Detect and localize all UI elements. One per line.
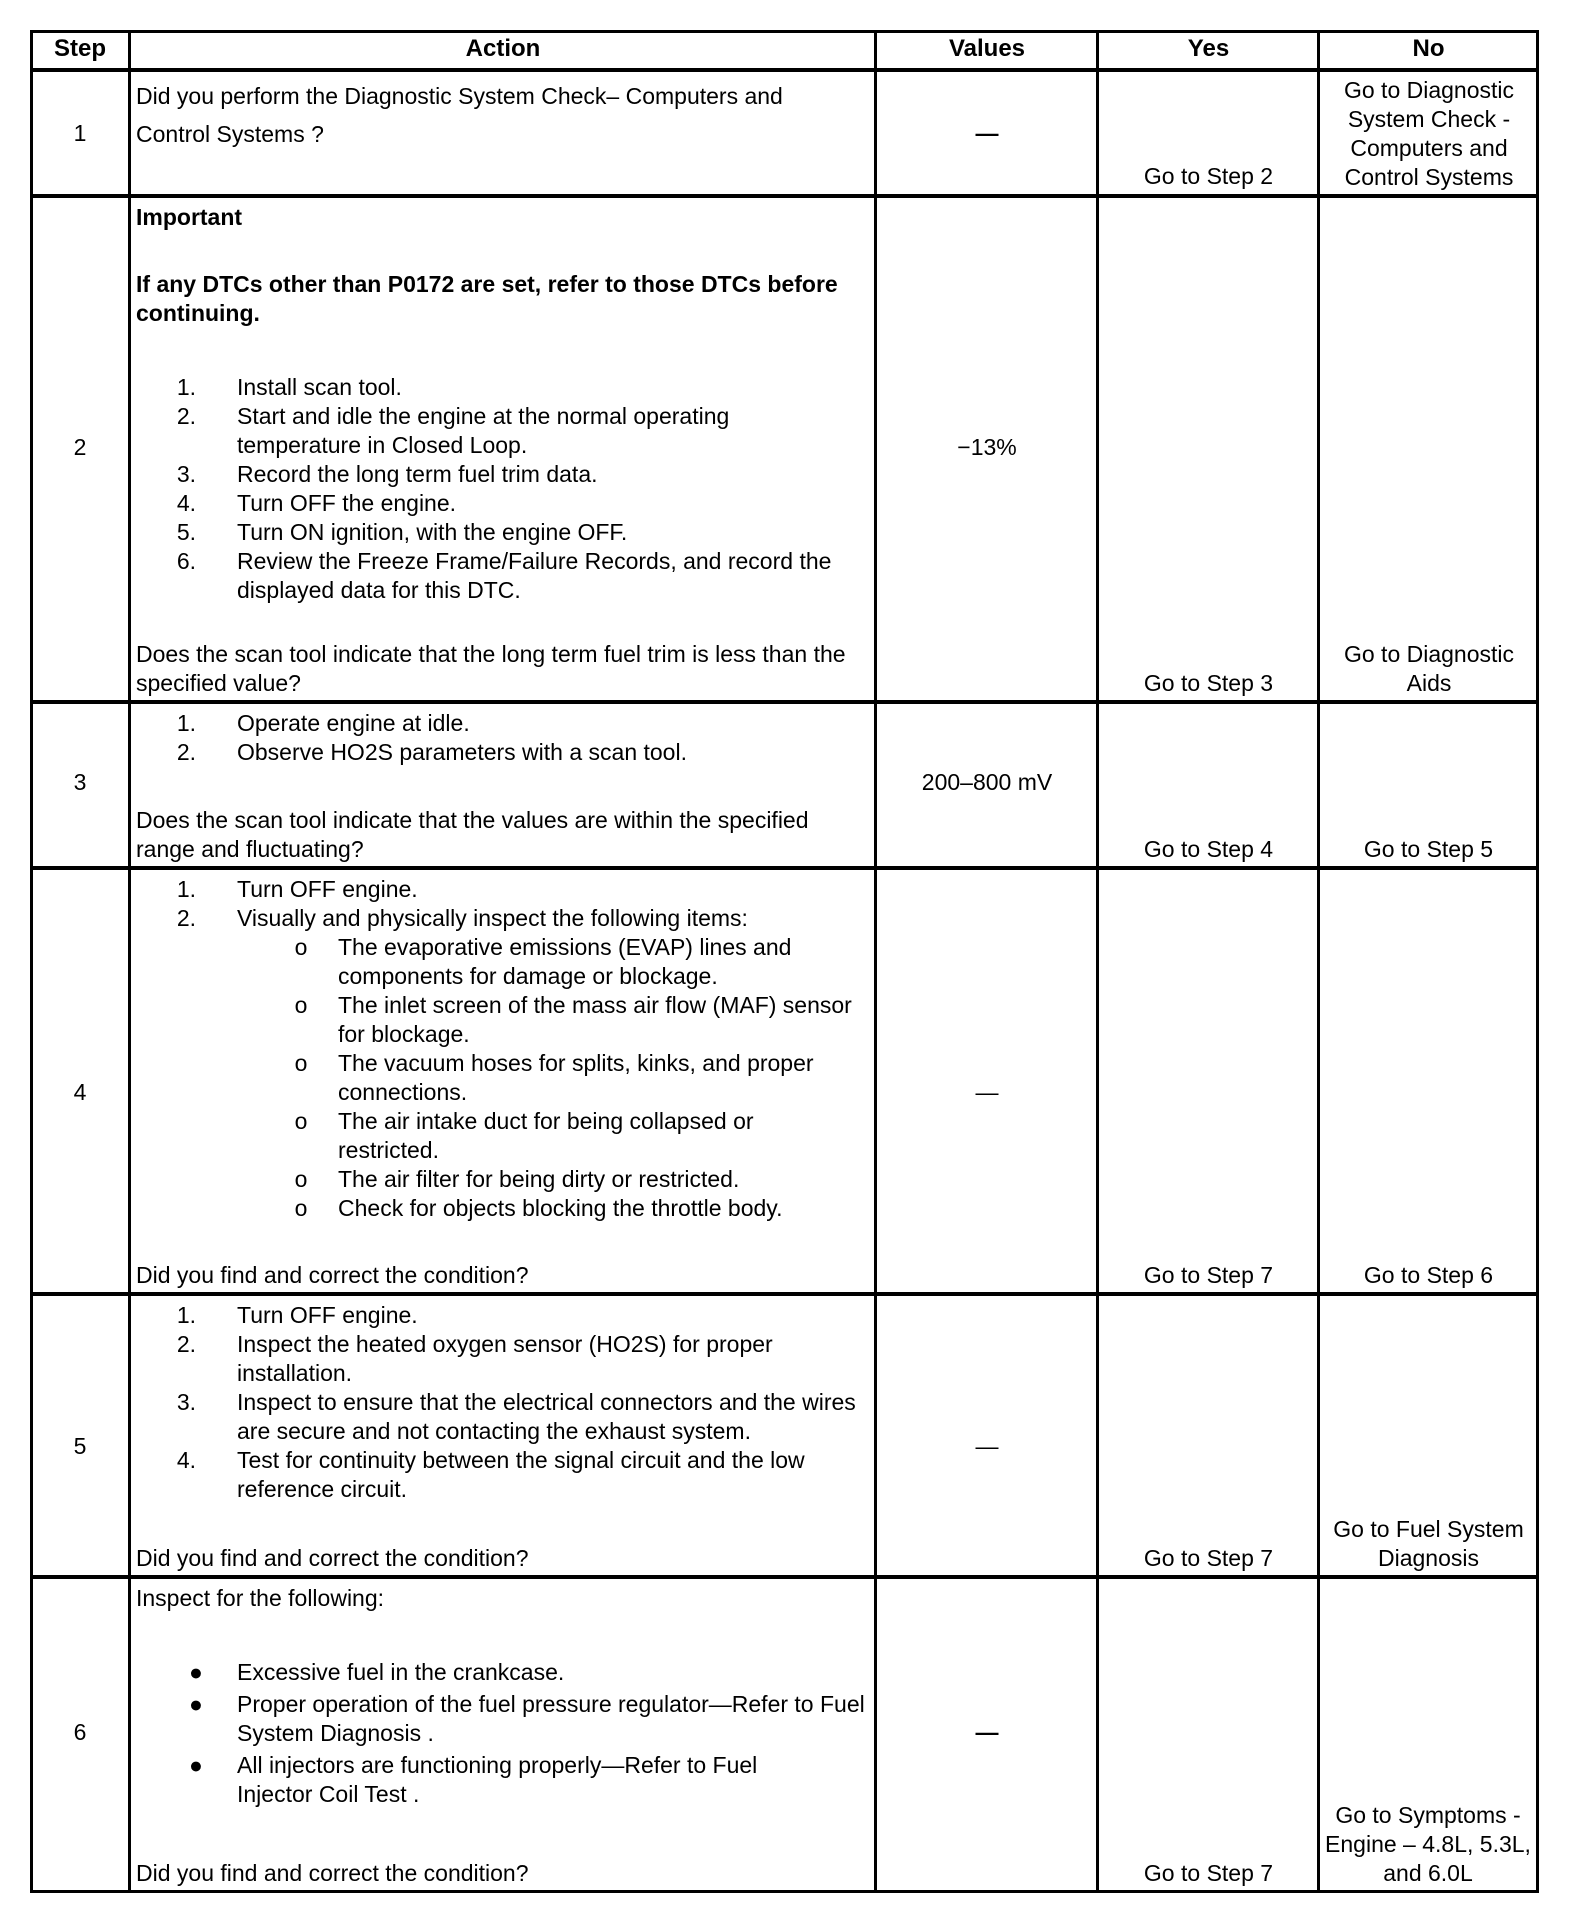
step-number: 2 (73, 434, 87, 460)
value-cell: — (975, 1719, 999, 1745)
header-action: Action (465, 35, 541, 62)
sub-item: o The vacuum hoses for splits, kinks, and proper connections. (294, 1050, 814, 1105)
value-cell: — (975, 1433, 999, 1459)
diagnostic-table (30, 30, 1539, 1893)
action-question: Did you find and correct the condition? (136, 1262, 529, 1288)
no-link[interactable]: Go to Diagnostic System Check - Computers and Control Systems (1343, 77, 1515, 190)
sub-item: o Check for objects blocking the throttle body. (294, 1195, 783, 1221)
value-cell: — (975, 1079, 999, 1105)
table-border-right (1536, 30, 1539, 1893)
numbered-item: 3. Record the long term fuel trim data. (176, 461, 598, 487)
row-divider (30, 68, 1539, 72)
column-divider (128, 30, 131, 1893)
column-divider (1317, 30, 1320, 1893)
numbered-item: 3. Inspect to ensure that the electrical connectors and the wires are secure and not contacting the exhaust system. (176, 1389, 856, 1444)
row-divider (30, 1575, 1539, 1579)
sub-item: o The inlet screen of the mass air flow (MAF) sensor for blockage. (294, 992, 852, 1047)
table-border-left (30, 30, 33, 1893)
step-number: 4 (73, 1079, 87, 1105)
header-values: Values (948, 35, 1026, 62)
table-border-top (30, 30, 1539, 33)
no-link[interactable]: Go to Step 5 (1363, 836, 1494, 862)
action-question: Did you perform the Diagnostic System Check– Computers and Control Systems ? (136, 83, 783, 147)
value-cell: 200–800 mV (921, 769, 1053, 795)
row-divider (30, 1292, 1539, 1296)
step-number: 3 (73, 769, 87, 795)
numbered-item: 1. Turn OFF engine. (176, 876, 418, 902)
header-step: Step (53, 35, 106, 62)
row-divider (30, 866, 1539, 870)
value-cell: — (975, 120, 999, 146)
important-label: Important (136, 204, 243, 230)
yes-link[interactable]: Go to Step 7 (1143, 1545, 1274, 1571)
no-link[interactable]: Go to Fuel System Diagnosis (1333, 1516, 1524, 1571)
yes-link[interactable]: Go to Step 7 (1143, 1860, 1274, 1886)
yes-link[interactable]: Go to Step 3 (1143, 670, 1274, 696)
value-cell: −13% (957, 434, 1017, 460)
numbered-item: 4. Turn OFF the engine. (176, 490, 457, 516)
column-divider (1096, 30, 1099, 1893)
numbered-item: 1. Install scan tool. (176, 374, 402, 400)
numbered-item: 5. Turn ON ignition, with the engine OFF. (176, 519, 628, 545)
numbered-item: 1. Turn OFF engine. (176, 1302, 418, 1328)
sub-item: o The air intake duct for being collapsed or restricted. (294, 1108, 754, 1163)
action-question: Does the scan tool indicate that the long term fuel trim is less than the specified value? (136, 641, 846, 696)
numbered-item: 6. Review the Freeze Frame/Failure Records, and record the displayed data for this DTC. (176, 548, 832, 603)
yes-link[interactable]: Go to Step 2 (1143, 163, 1274, 189)
sub-item: o The air filter for being dirty or restricted. (294, 1166, 740, 1192)
bullet-item: ● All injectors are functioning properly—Refer to Fuel Injector Coil Test . (189, 1752, 758, 1807)
numbered-item: 2. Inspect the heated oxygen sensor (HO2S) for proper installation. (176, 1331, 773, 1386)
yes-link[interactable]: Go to Step 4 (1143, 836, 1274, 862)
action-question: Did you find and correct the condition? (136, 1545, 529, 1571)
bullet-item: ● Proper operation of the fuel pressure regulator—Refer to Fuel System Diagnosis . (189, 1691, 865, 1746)
row-divider (30, 700, 1539, 704)
numbered-item: 1. Operate engine at idle. (176, 710, 470, 736)
numbered-item: 4. Test for continuity between the signal circuit and the low reference circuit. (176, 1447, 805, 1502)
numbered-item: 2. Observe HO2S parameters with a scan tool. (176, 739, 687, 765)
row-divider (30, 194, 1539, 198)
step-number: 6 (73, 1719, 87, 1745)
no-link[interactable]: Go to Diagnostic Aids (1343, 641, 1515, 696)
numbered-item: 2. Visually and physically inspect the following items: (176, 905, 748, 931)
step-number: 5 (73, 1433, 87, 1459)
action-intro: Inspect for the following: (136, 1585, 385, 1611)
header-no: No (1412, 35, 1445, 62)
important-note: If any DTCs other than P0172 are set, refer to those DTCs before continuing. (136, 271, 838, 326)
action-question: Did you find and correct the condition? (136, 1860, 529, 1886)
numbered-item: 2. Start and idle the engine at the normal operating temperature in Closed Loop. (176, 403, 730, 458)
column-divider (874, 30, 877, 1893)
step-number: 1 (73, 120, 87, 146)
no-link[interactable]: Go to Step 6 (1363, 1262, 1494, 1288)
header-yes: Yes (1187, 35, 1230, 62)
table-border-bottom (30, 1890, 1539, 1893)
bullet-item: ● Excessive fuel in the crankcase. (189, 1659, 565, 1685)
action-question: Does the scan tool indicate that the values are within the specified range and fluctuating? (136, 807, 809, 862)
no-link[interactable]: Go to Symptoms - Engine – 4.8L, 5.3L, and 6.0L (1325, 1802, 1531, 1886)
yes-link[interactable]: Go to Step 7 (1143, 1262, 1274, 1288)
sub-item: o The evaporative emissions (EVAP) lines and components for damage or blockage. (294, 934, 792, 989)
